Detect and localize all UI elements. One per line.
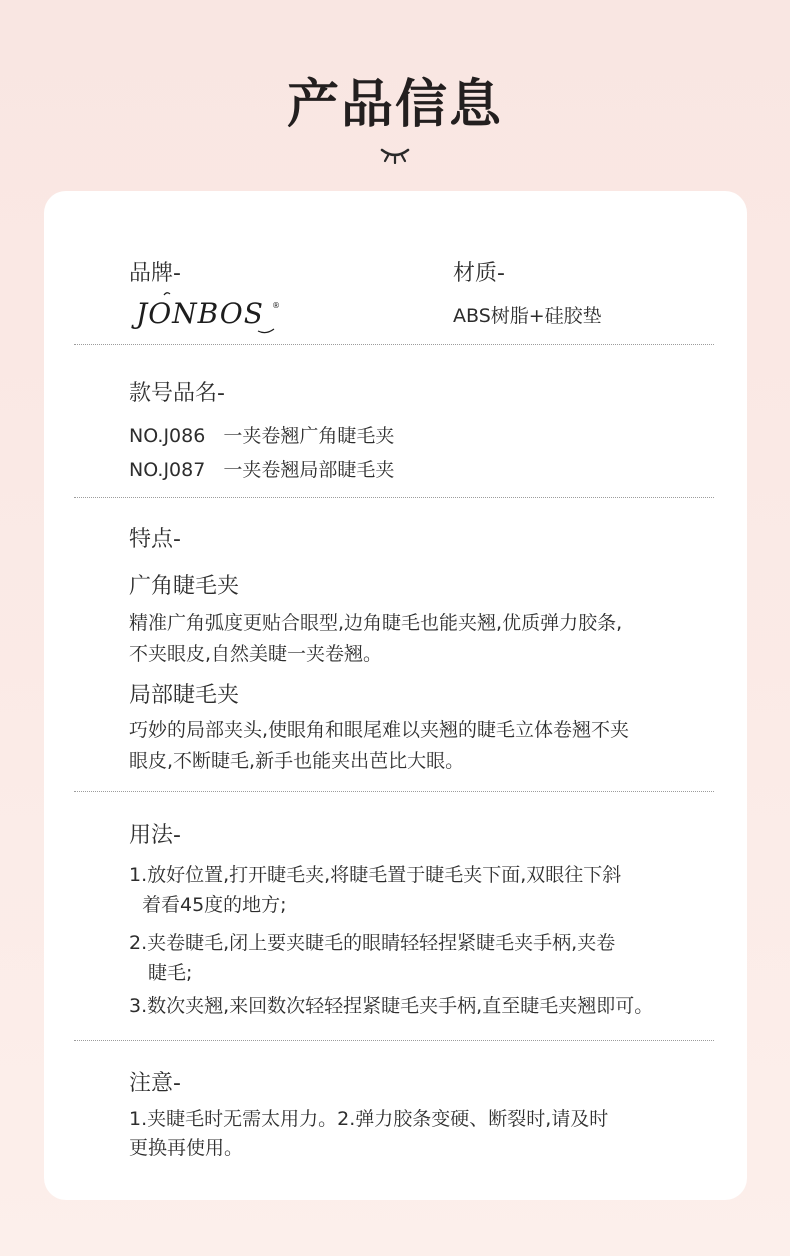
product-info-card [44, 191, 747, 1200]
notice-label: 注意- [129, 1071, 181, 1096]
divider [74, 1040, 714, 1041]
brand-logo-text: JONBOS [136, 297, 264, 330]
usage-step-line: 1.放好位置,打开睫毛夹,将睫毛置于睫毛夹下面,双眼往下斜 [129, 864, 622, 886]
material-label: 材质- [453, 261, 505, 286]
feature-desc-line: 巧妙的局部夹头,使眼角和眼尾难以夹翘的睫毛立体卷翘不夹 [129, 719, 630, 741]
usage-label: 用法- [129, 823, 181, 848]
page-title: 产品信息 [286, 75, 503, 135]
usage-step-line: 2.夹卷睫毛,闭上要夹睫毛的眼睛轻轻捏紧睫毛夹手柄,夹卷 [129, 932, 616, 954]
divider [74, 344, 714, 345]
divider [74, 497, 714, 498]
brand-logo [136, 291, 286, 337]
usage-step-line: 睫毛; [148, 962, 193, 984]
notice-line: 1.夹睫毛时无需太用力。2.弹力胶条变硬、断裂时,请及时 [129, 1108, 609, 1130]
model-line: NO.J086 一夹卷翘广角睫毛夹 [129, 425, 395, 447]
model-line: NO.J087 一夹卷翘局部睫毛夹 [129, 459, 395, 481]
divider [74, 791, 714, 792]
brand-label: 品牌- [129, 261, 181, 286]
notice-line: 更换再使用。 [129, 1137, 244, 1159]
brand-logo-registered: ® [272, 301, 280, 310]
feature-desc-line: 眼皮,不断睫毛,新手也能夹出芭比大眼。 [129, 750, 465, 772]
features-label: 特点- [129, 527, 181, 552]
feature-title: 广角睫毛夹 [129, 574, 240, 599]
feature-desc-line: 不夹眼皮,自然美睫一夹卷翘。 [129, 643, 383, 665]
closed-eye-lash-icon [379, 146, 411, 164]
usage-step-line: 3.数次夹翘,来回数次轻轻捏紧睫毛夹手柄,直至睫毛夹翘即可。 [129, 995, 654, 1017]
usage-step-line: 着看45度的地方; [142, 894, 287, 916]
material-value: ABS树脂+硅胶垫 [453, 305, 602, 327]
feature-title: 局部睫毛夹 [129, 683, 240, 708]
model-label: 款号品名- [129, 381, 225, 406]
feature-desc-line: 精准广角弧度更贴合眼型,边角睫毛也能夹翘,优质弹力胶条, [129, 612, 623, 634]
